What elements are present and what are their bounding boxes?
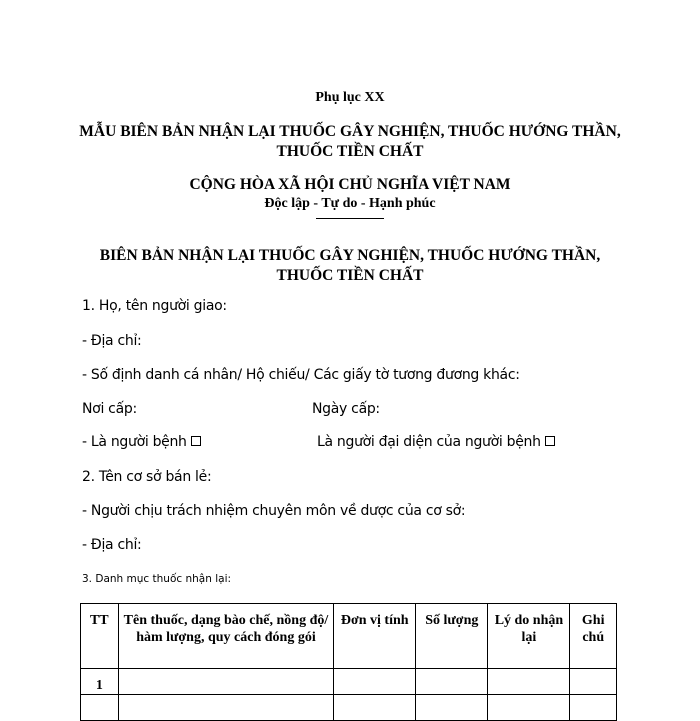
table-row bbox=[81, 695, 617, 721]
document-title bbox=[0, 246, 700, 286]
row-1-quantity[interactable] bbox=[416, 669, 488, 695]
form-title-line-2: THUỐC TIỀN CHẤT bbox=[276, 143, 424, 160]
header-medicine-name: Tên thuốc, dạng bào chế, nồng độ/ hàm lượng, quy cách đóng gói bbox=[118, 604, 334, 669]
is-representative-label: Là người đại diện của người bệnh bbox=[317, 434, 541, 450]
form-title-line-1: MẪU BIÊN BẢN NHẬN LẠI THUỐC GÂY NGHIỆN, THUỐC HƯỚNG THẦN, bbox=[79, 123, 621, 140]
national-motto: Độc lập - Tự do - Hạnh phúc bbox=[264, 196, 436, 211]
issued-at-field: Nơi cấp: bbox=[82, 401, 137, 417]
retailer-name-field: 2. Tên cơ sở bán lẻ: bbox=[82, 469, 212, 485]
row-2-reason[interactable] bbox=[488, 695, 570, 721]
retailer-address-field: - Địa chỉ: bbox=[82, 537, 142, 553]
header-quantity: Số lượng bbox=[416, 604, 488, 669]
appendix-label: Phụ lục XX bbox=[315, 90, 385, 105]
deliverer-address-field: - Địa chỉ: bbox=[82, 333, 142, 349]
document-title-line-2: THUỐC TIỀN CHẤT bbox=[276, 267, 424, 284]
table-header-row bbox=[81, 604, 617, 669]
row-1-reason[interactable] bbox=[488, 669, 570, 695]
row-1-no: 1 bbox=[81, 669, 119, 695]
header-reason: Lý do nhận lại bbox=[488, 604, 570, 669]
issued-date-field: Ngày cấp: bbox=[312, 401, 380, 417]
is-patient-label: - Là người bệnh bbox=[82, 434, 187, 450]
medicine-list-heading: 3. Danh mục thuốc nhận lại: bbox=[82, 573, 232, 585]
national-name: CỘNG HÒA XÃ HỘI CHỦ NGHĨA VIỆT NAM bbox=[189, 176, 511, 193]
header-unit: Đơn vị tính bbox=[334, 604, 416, 669]
row-2-note[interactable] bbox=[570, 695, 617, 721]
row-1-note[interactable] bbox=[570, 669, 617, 695]
is-patient-checkbox[interactable] bbox=[191, 436, 201, 446]
row-1-unit[interactable] bbox=[334, 669, 416, 695]
motto-underline bbox=[316, 218, 384, 219]
pharmacist-in-charge-field: - Người chịu trách nhiệm chuyên môn về dược của cơ sở: bbox=[82, 503, 466, 519]
table-row bbox=[81, 669, 617, 695]
returned-medicine-table bbox=[80, 603, 617, 721]
id-number-field: - Số định danh cá nhân/ Hộ chiếu/ Các giấy tờ tương đương khác: bbox=[82, 367, 520, 383]
deliverer-name-field: 1. Họ, tên người giao: bbox=[82, 298, 227, 314]
row-1-medicine-name[interactable] bbox=[118, 669, 334, 695]
is-representative-checkbox[interactable] bbox=[545, 436, 555, 446]
row-2-medicine-name[interactable] bbox=[118, 695, 334, 721]
header-no: TT bbox=[81, 604, 119, 669]
is-representative-option[interactable] bbox=[317, 434, 555, 450]
is-patient-option[interactable] bbox=[82, 434, 201, 450]
document-title-line-1: BIÊN BẢN NHẬN LẠI THUỐC GÂY NGHIỆN, THUỐC HƯỚNG THẦN, bbox=[99, 247, 601, 264]
header-note: Ghi chú bbox=[570, 604, 617, 669]
form-title bbox=[0, 122, 700, 162]
row-2-unit[interactable] bbox=[334, 695, 416, 721]
row-2-quantity[interactable] bbox=[416, 695, 488, 721]
row-2-no bbox=[81, 695, 119, 721]
